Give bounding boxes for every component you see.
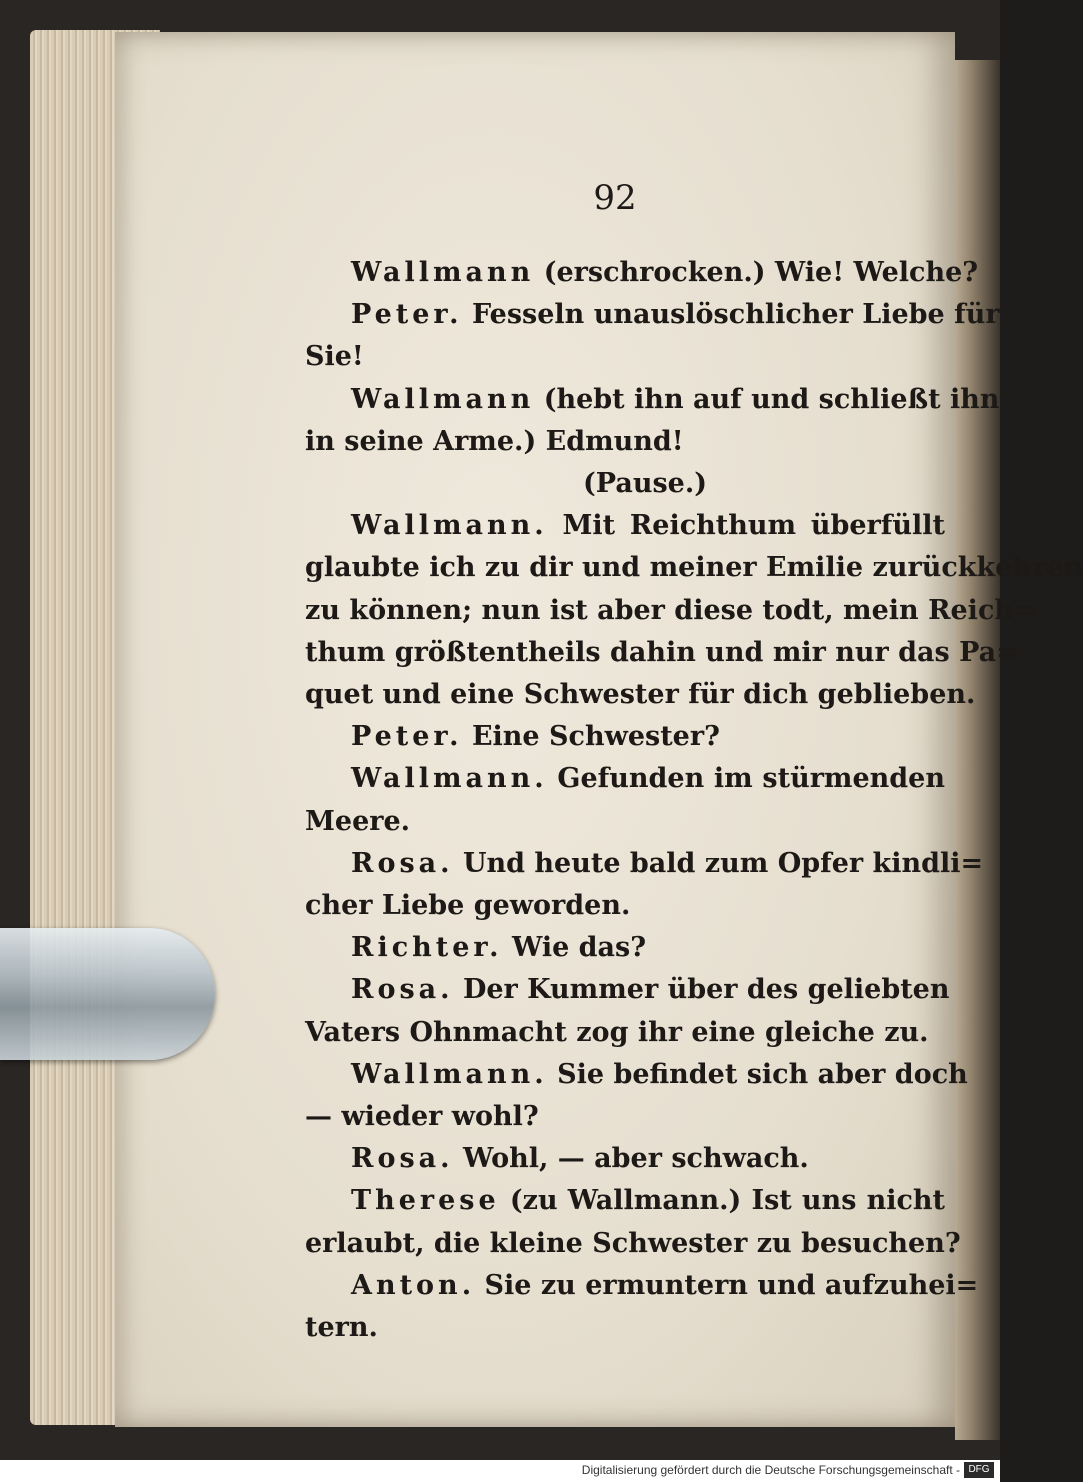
speaker-name: Wallmann. — [351, 763, 548, 795]
line-text: glaubte ich zu dir und meiner Emilie zurückkehren — [305, 552, 1083, 584]
text-line — [351, 927, 945, 969]
line-text: Sie befindet sich aber doch — [557, 1058, 968, 1090]
speaker-name: Peter. — [351, 299, 463, 331]
text-line — [351, 379, 1000, 421]
line-text: Meere. — [305, 805, 411, 837]
speaker-name: Rosa. — [351, 974, 454, 1006]
text-line — [305, 590, 1037, 632]
line-text: — wieder wohl? — [305, 1101, 539, 1132]
line-text: Sie zu ermuntern und aufzuhei= — [484, 1269, 979, 1301]
text-line — [351, 969, 950, 1011]
text-line — [305, 1012, 945, 1054]
line-text: Der Kummer über des geliebten — [462, 974, 950, 1006]
speaker-name: Wallmann — [351, 383, 535, 415]
line-text: Vaters Ohnmacht zog ihr eine gleiche zu. — [305, 1016, 929, 1048]
speaker-name: Wallmann. — [351, 1058, 548, 1090]
text-line — [305, 801, 945, 843]
text-line — [305, 463, 945, 505]
line-text: Und heute bald zum Opfer kindli= — [462, 847, 984, 879]
line-text: (erschrocken.) Wie! Welche? — [543, 257, 979, 288]
text-line — [351, 758, 945, 800]
text-line — [351, 252, 979, 294]
text-line — [305, 1096, 945, 1138]
text-line — [305, 547, 1083, 589]
line-text: (hebt ihn auf und schließt ihn — [543, 383, 1000, 415]
text-line — [305, 1307, 945, 1349]
text-line — [305, 1223, 961, 1265]
text-line — [351, 1180, 945, 1222]
text-line — [305, 674, 976, 716]
speaker-name: Therese — [351, 1185, 500, 1217]
line-text: (Pause.) — [582, 468, 708, 499]
line-text: Fesseln unauslöschlicher Liebe für — [471, 299, 1000, 331]
speaker-name: Richter. — [351, 932, 503, 964]
text-line — [351, 294, 1000, 336]
line-text: Wohl, — aber schwach. — [462, 1143, 809, 1175]
footer-bar — [0, 1460, 1000, 1482]
speaker-name: Rosa. — [351, 1143, 454, 1175]
text-line — [351, 1138, 945, 1180]
speaker-name: Wallmann. — [351, 510, 548, 542]
line-text: thum größtentheils dahin und mir nur das Pa= — [305, 636, 1019, 668]
line-text: Eine Schwester? — [471, 721, 720, 753]
text-line — [305, 421, 945, 463]
line-text: quet und eine Schwester für dich geblieben. — [305, 679, 976, 710]
text-line — [351, 843, 984, 885]
speaker-name: Peter. — [351, 721, 463, 753]
text-line — [305, 885, 945, 927]
line-text: (zu Wallmann.) Ist uns nicht — [509, 1185, 946, 1217]
text-line — [351, 1265, 979, 1307]
line-text: cher Liebe geworden. — [305, 890, 631, 921]
speaker-name: Wallmann — [351, 257, 535, 288]
line-text: Wie das? — [511, 932, 647, 964]
line-text: Sie! — [305, 341, 364, 373]
text-line — [305, 336, 945, 378]
line-text: in seine Arme.) Edmund! — [305, 425, 684, 457]
text-line — [351, 716, 945, 758]
line-text: zu können; nun ist aber diese todt, mein Reich= — [305, 594, 1037, 626]
speaker-name: Rosa. — [351, 847, 454, 879]
footer-credit: Digitalisierung gefördert durch die Deutsche Forschungsgemeinschaft - — [581, 1463, 960, 1477]
glass-bookmark — [0, 928, 215, 1060]
text-line — [305, 632, 1019, 674]
page-number: 92 — [593, 178, 637, 218]
dfg-logo-icon: DFG — [964, 1462, 994, 1478]
line-text: Mit Reichthum überfüllt — [562, 510, 945, 542]
text-line — [351, 1054, 968, 1096]
line-text: Gefunden im stürmenden — [557, 763, 945, 795]
line-text: erlaubt, die kleine Schwester zu besuchen? — [305, 1227, 961, 1259]
line-text: tern. — [305, 1312, 378, 1343]
text-line — [351, 505, 945, 547]
speaker-name: Anton. — [351, 1269, 476, 1301]
